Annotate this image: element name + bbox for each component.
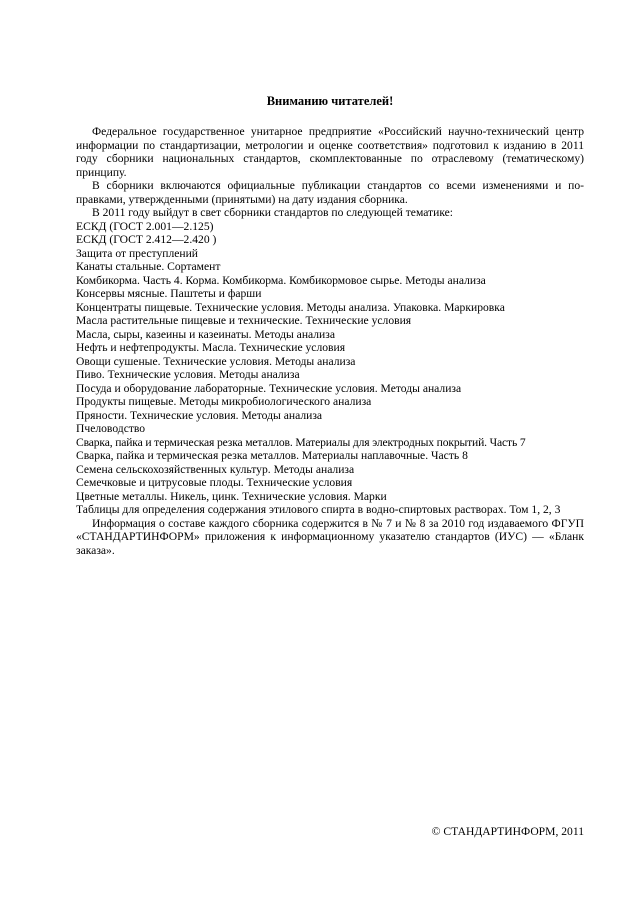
page-title: Вниманию читателей!: [266, 94, 394, 108]
list-item: Пряности. Технические условия. Методы анализа: [76, 408, 323, 422]
page-content: [76, 94, 584, 557]
list-item: Канаты стальные. Сортамент: [76, 260, 221, 273]
list-item: Масла, сыры, казеины и казеинаты. Методы анализа: [76, 327, 335, 341]
list-item: Таблицы для определения содержания этилового спирта в водно-спиртовых растворах. Том 1, 2, 3: [76, 503, 561, 516]
closing-paragraph: Информация о составе каждого сборника содержится в № 7 и № 8 за 2010 год издаваемого ФГУП «СТАНДАРТИНФОРМ» приложения к информационному указателю стандартов (ИУС) — «Бланк заказа».: [76, 516, 584, 557]
list-item: Семечковые и цитрусовые плоды. Технические условия: [76, 476, 353, 489]
intro-paragraph: Федеральное государственное унитарное предприятие «Российский научно-технический центр информации по стандартизации, метрологии и оценке соответствия» подготовил к изданию в 2011 году сборники национальных стандартов, скомплектованные по отраслевому (тематическому) принципу.: [76, 125, 584, 179]
list-item: Масла растительные пищевые и технические. Технические условия: [76, 314, 412, 327]
list-item: Сварка, пайка и термическая резка металлов. Материалы наплавочные. Часть 8: [76, 449, 468, 462]
list-item: ЕСКД (ГОСТ 2.001—2.125): [76, 219, 214, 233]
list-item: Цветные металлы. Никель, цинк. Технические условия. Марки: [76, 489, 387, 503]
list-item: Консервы мясные. Паштеты и фарши: [76, 287, 262, 300]
list-item: Овощи сушеные. Технические условия. Методы анализа: [76, 354, 356, 368]
list-item: Семена сельскохозяйственных культур. Методы анализа: [76, 462, 355, 476]
list-item: Продукты пищевые. Методы микробиологического анализа: [76, 395, 372, 408]
list-item: Нефть и нефтепродукты. Масла. Технические условия: [76, 341, 346, 354]
list-item: Пчеловодство: [76, 422, 146, 435]
list-item: ЕСКД (ГОСТ 2.412—2.420 ): [76, 233, 217, 246]
topics-intro-paragraph: В 2011 году выйдут в свет сборники стандартов по следующей тематике:: [92, 206, 454, 219]
list-item: Защита от преступлений: [76, 246, 198, 260]
list-item: Комбикорма. Часть 4. Корма. Комбикорма. Комбикормовое сырье. Методы анализа: [76, 273, 486, 287]
inclusion-paragraph: В сборники включаются официальные публикации стандартов со всеми изменениями и по-правками, утвержденными (принятыми) на дату издания сборника.: [76, 179, 584, 206]
list-item: Посуда и оборудование лабораторные. Технические условия. Методы анализа: [76, 381, 462, 395]
copyright: © СТАНДАРТИНФОРМ, 2011: [431, 825, 584, 838]
list-item: Сварка, пайка и термическая резка металлов. Материалы для электродных покрытий. Часть 7: [76, 435, 526, 449]
collections-list: [76, 220, 584, 517]
list-item: Концентраты пищевые. Технические условия. Методы анализа. Упаковка. Маркировка: [76, 300, 505, 314]
list-item: Пиво. Технические условия. Методы анализа: [76, 368, 300, 381]
